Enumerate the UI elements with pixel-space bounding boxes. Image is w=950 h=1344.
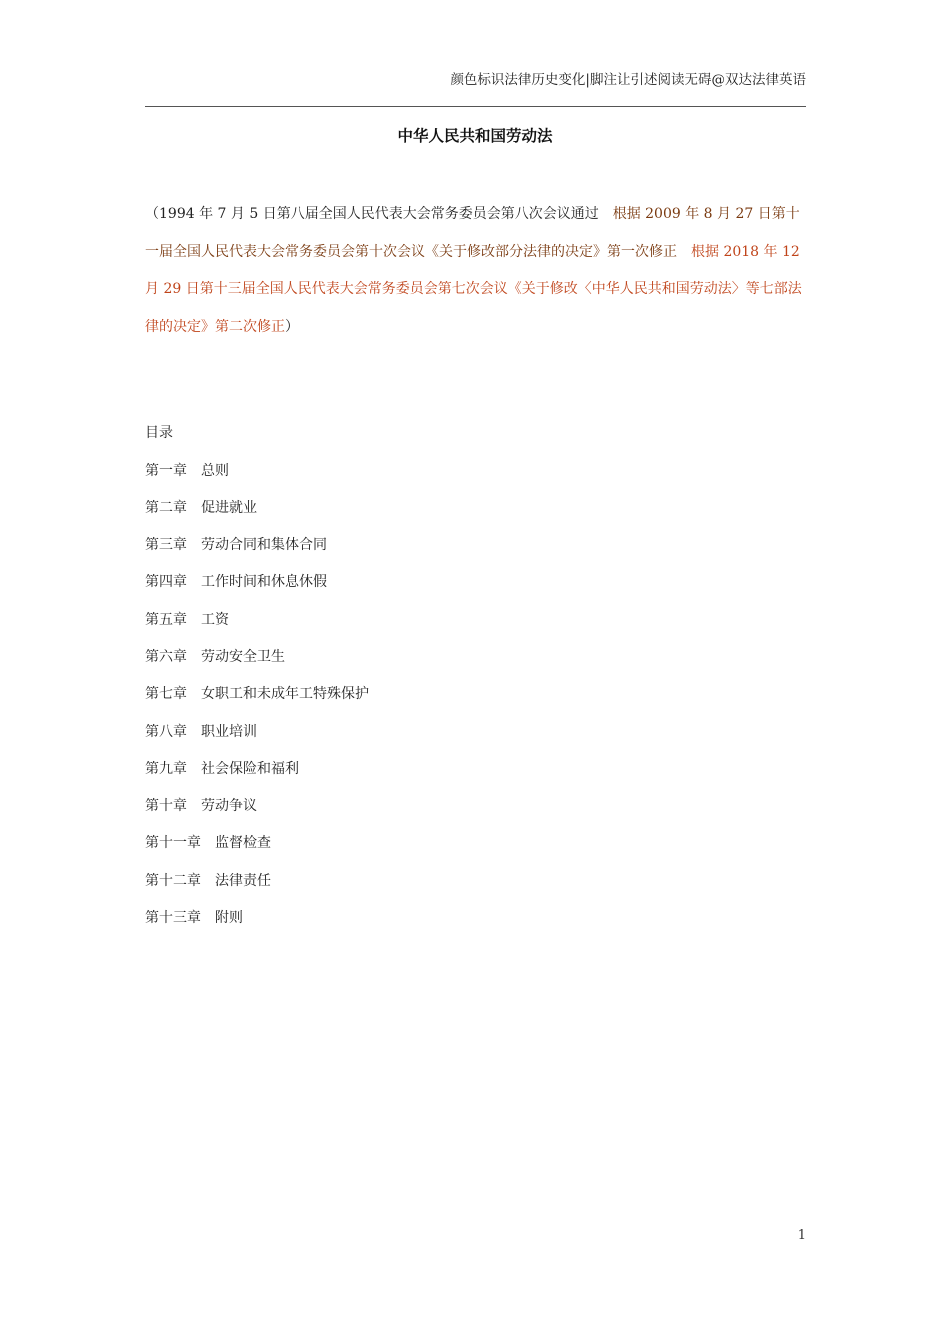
page-number: 1 [797, 1228, 806, 1243]
chapter-title: 工作时间和休息休假 [201, 574, 327, 591]
revision-open-paren: （ [145, 206, 159, 222]
revision-close-paren: ） [285, 318, 299, 335]
chapter-title: 法律责任 [215, 872, 271, 889]
chapter-title: 劳动合同和集体合同 [201, 537, 327, 554]
toc-item[interactable] [145, 681, 369, 718]
chapter-number: 第八章 [145, 723, 187, 740]
chapter-title: 工资 [201, 611, 229, 628]
toc-item[interactable] [145, 868, 369, 905]
chapter-title: 劳动争议 [201, 798, 257, 815]
chapter-number: 第九章 [145, 760, 187, 777]
chapter-title: 劳动安全卫生 [201, 648, 285, 665]
chapter-number: 第十一章 [145, 835, 201, 852]
chapter-number: 第一章 [145, 462, 187, 479]
toc-item[interactable] [145, 905, 369, 942]
chapter-title: 促进就业 [201, 499, 257, 516]
toc-item[interactable] [145, 532, 369, 569]
toc-item[interactable] [145, 458, 369, 495]
revision-amendment-2018: 根据 2018 年 12 月 29 日第十三届全国人民代表大会常务委员会第七次会议《关于修改〈中华人民共和国劳动法〉等七部法律的决定》第二次修正 [145, 243, 802, 335]
toc-item[interactable] [145, 830, 369, 867]
toc-item[interactable] [145, 495, 369, 532]
toc-item[interactable] [145, 719, 369, 756]
revision-history [145, 196, 810, 346]
chapter-title: 女职工和未成年工特殊保护 [201, 686, 369, 703]
chapter-title: 总则 [201, 462, 229, 479]
toc-item[interactable] [145, 607, 369, 644]
revision-amendment-2009: 根据 2009 年 8 月 27 日第十一届全国人民代表大会常务委员会第十次会议《关于修改部分法律的决定》第一次修正 [145, 206, 800, 260]
document-title: 中华人民共和国劳动法 [397, 126, 553, 145]
chapter-number: 第十二章 [145, 872, 201, 889]
chapter-title: 监督检查 [215, 835, 271, 852]
chapter-number: 第三章 [145, 537, 187, 554]
chapter-title: 职业培训 [201, 723, 257, 740]
toc-item[interactable] [145, 793, 369, 830]
toc-heading: 目录 [145, 425, 173, 441]
chapter-number: 第十章 [145, 798, 187, 815]
chapter-title: 附则 [215, 910, 243, 927]
header-divider [145, 106, 806, 107]
toc-item[interactable] [145, 756, 369, 793]
revision-original: 1994 年 7 月 5 日第八届全国人民代表大会常务委员会第八次会议通过 [159, 206, 599, 222]
toc-item[interactable] [145, 569, 369, 606]
chapter-number: 第二章 [145, 499, 187, 516]
table-of-contents [145, 420, 369, 942]
chapter-number: 第五章 [145, 611, 187, 628]
chapter-number: 第七章 [145, 686, 187, 703]
running-header: 颜色标识法律历史变化|脚注让引述阅读无碍@双达法律英语 [450, 72, 806, 88]
chapter-number: 第十三章 [145, 910, 201, 927]
chapter-number: 第六章 [145, 648, 187, 665]
chapter-title: 社会保险和福利 [201, 760, 299, 777]
toc-item[interactable] [145, 644, 369, 681]
chapter-number: 第四章 [145, 574, 187, 591]
